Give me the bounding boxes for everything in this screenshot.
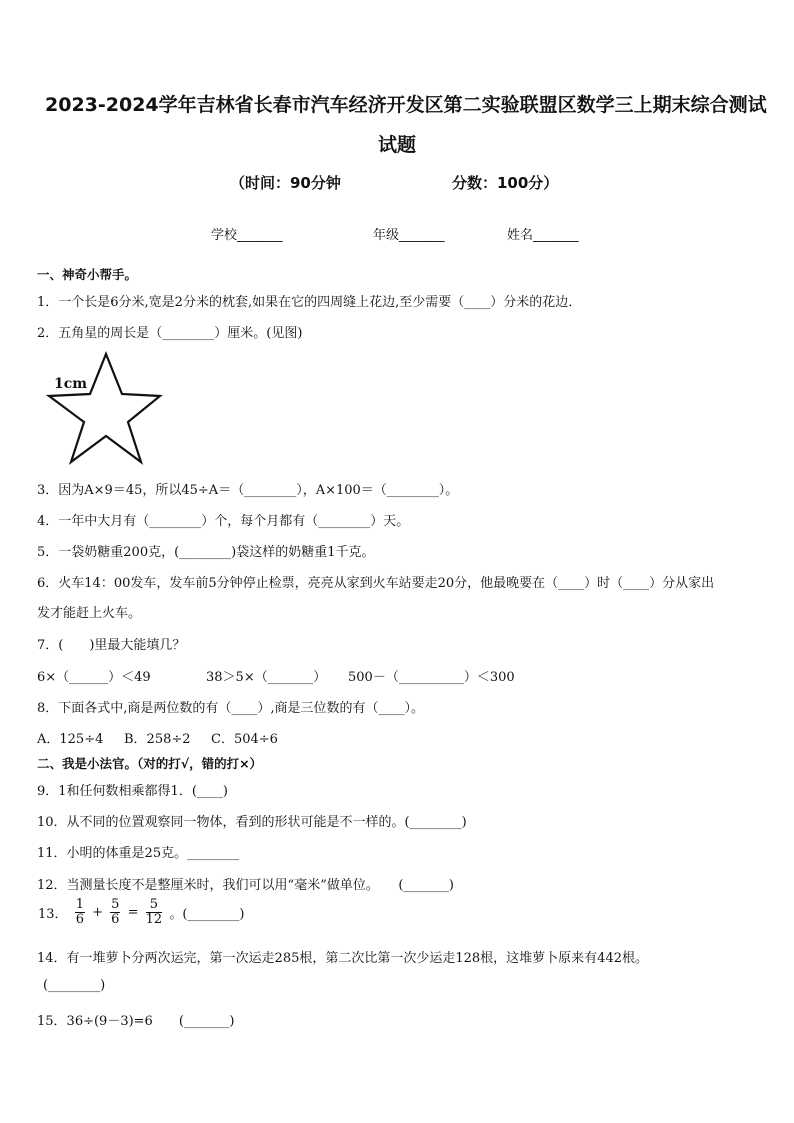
question-1: 1．一个长是6分米,宽是2分米的枕套,如果在它的四周缝上花边,至少需要（____）分米的花边．	[37, 295, 582, 310]
question-2: 2．五角星的周长是（________）厘米。(见图)	[37, 326, 303, 341]
question-6-continued: 发才能赶上火车。	[37, 606, 142, 621]
question-14-answer-blank: (________)	[43, 978, 106, 993]
question-7-item-a: 6×（______）＜49	[37, 670, 151, 685]
star-shape	[49, 354, 160, 462]
question-7: 7．( )里最大能填几？	[37, 638, 186, 653]
question-9: 9．1和任何数相乘都得1．(____)	[37, 784, 228, 799]
grade-field: 年级_______	[373, 228, 445, 243]
question-11: 11．小明的体重是25克。________	[37, 846, 240, 861]
question-13-answer-blank: 。(________)	[169, 907, 245, 922]
school-field: 学校_______	[211, 228, 283, 243]
question-14: 14．有一堆萝卜分两次运完，第一次运走285根，第二次比第一次少运走128根，这堆萝卜原来有442根。	[37, 951, 648, 966]
numerator: 5	[111, 897, 120, 912]
question-4: 4．一年中大月有（________）个，每个月都有（________）天。	[37, 514, 410, 529]
numerator: 1	[75, 897, 84, 912]
page-title-continued: 试题	[378, 134, 417, 156]
question-8-option-c: C．504÷6	[211, 732, 278, 747]
question-7-item-c: 500－（__________）＜300	[348, 670, 515, 685]
section-heading: 一、神奇小帮手。	[37, 267, 138, 282]
question-6: 6．火车14：00发车，发车前5分钟停止检票，亮亮从家到火车站要走20分，他最晚要在（____）时（____）分从家出	[37, 576, 715, 591]
denominator: 6	[111, 912, 120, 927]
question-15: 15．36÷(9－3)=6 (_______)	[37, 1014, 235, 1029]
equals-sign: =	[127, 905, 139, 920]
exam-time: （时间：90分钟	[230, 174, 341, 192]
question-12: 12．当测量长度不是整厘米时，我们可以用“毫米”做单位。 (_______)	[37, 878, 454, 893]
fraction	[75, 898, 85, 927]
denominator: 12	[145, 912, 163, 927]
question-8-option-b: B．258÷2	[124, 732, 191, 747]
question-10: 10．从不同的位置观察同一物体，看到的形状可能是不一样的。(________)	[37, 815, 467, 830]
star-figure	[40, 350, 170, 468]
question-13-number: 13．	[38, 907, 68, 922]
name-field: 姓名_______	[507, 228, 579, 243]
star-side-label: 1cm	[54, 376, 88, 392]
plus-sign: +	[92, 905, 104, 920]
question-8-option-a: A．125÷4	[37, 732, 104, 747]
denominator: 6	[75, 912, 84, 927]
numerator: 5	[146, 898, 163, 913]
exam-score: 分数：100分）	[452, 174, 559, 192]
fraction	[146, 898, 163, 927]
question-13	[37, 898, 245, 927]
question-7-item-b: 38＞5×（_______）	[206, 670, 327, 685]
question-3: 3．因为A×9＝45，所以45÷A＝（________），A×100＝（________）。	[37, 483, 459, 498]
question-5: 5．一袋奶糖重200克，(________)袋这样的奶糖重1千克。	[37, 545, 375, 560]
fraction	[110, 898, 120, 927]
question-8: 8．下面各式中,商是两位数的有（____）,商是三位数的有（____）。	[37, 701, 425, 716]
page-title: 2023-2024学年吉林省长春市汽车经济开发区第二实验联盟区数学三上期末综合测试	[45, 94, 767, 116]
section-heading: 二、我是小法官。（对的打√，错的打×）	[37, 756, 263, 771]
